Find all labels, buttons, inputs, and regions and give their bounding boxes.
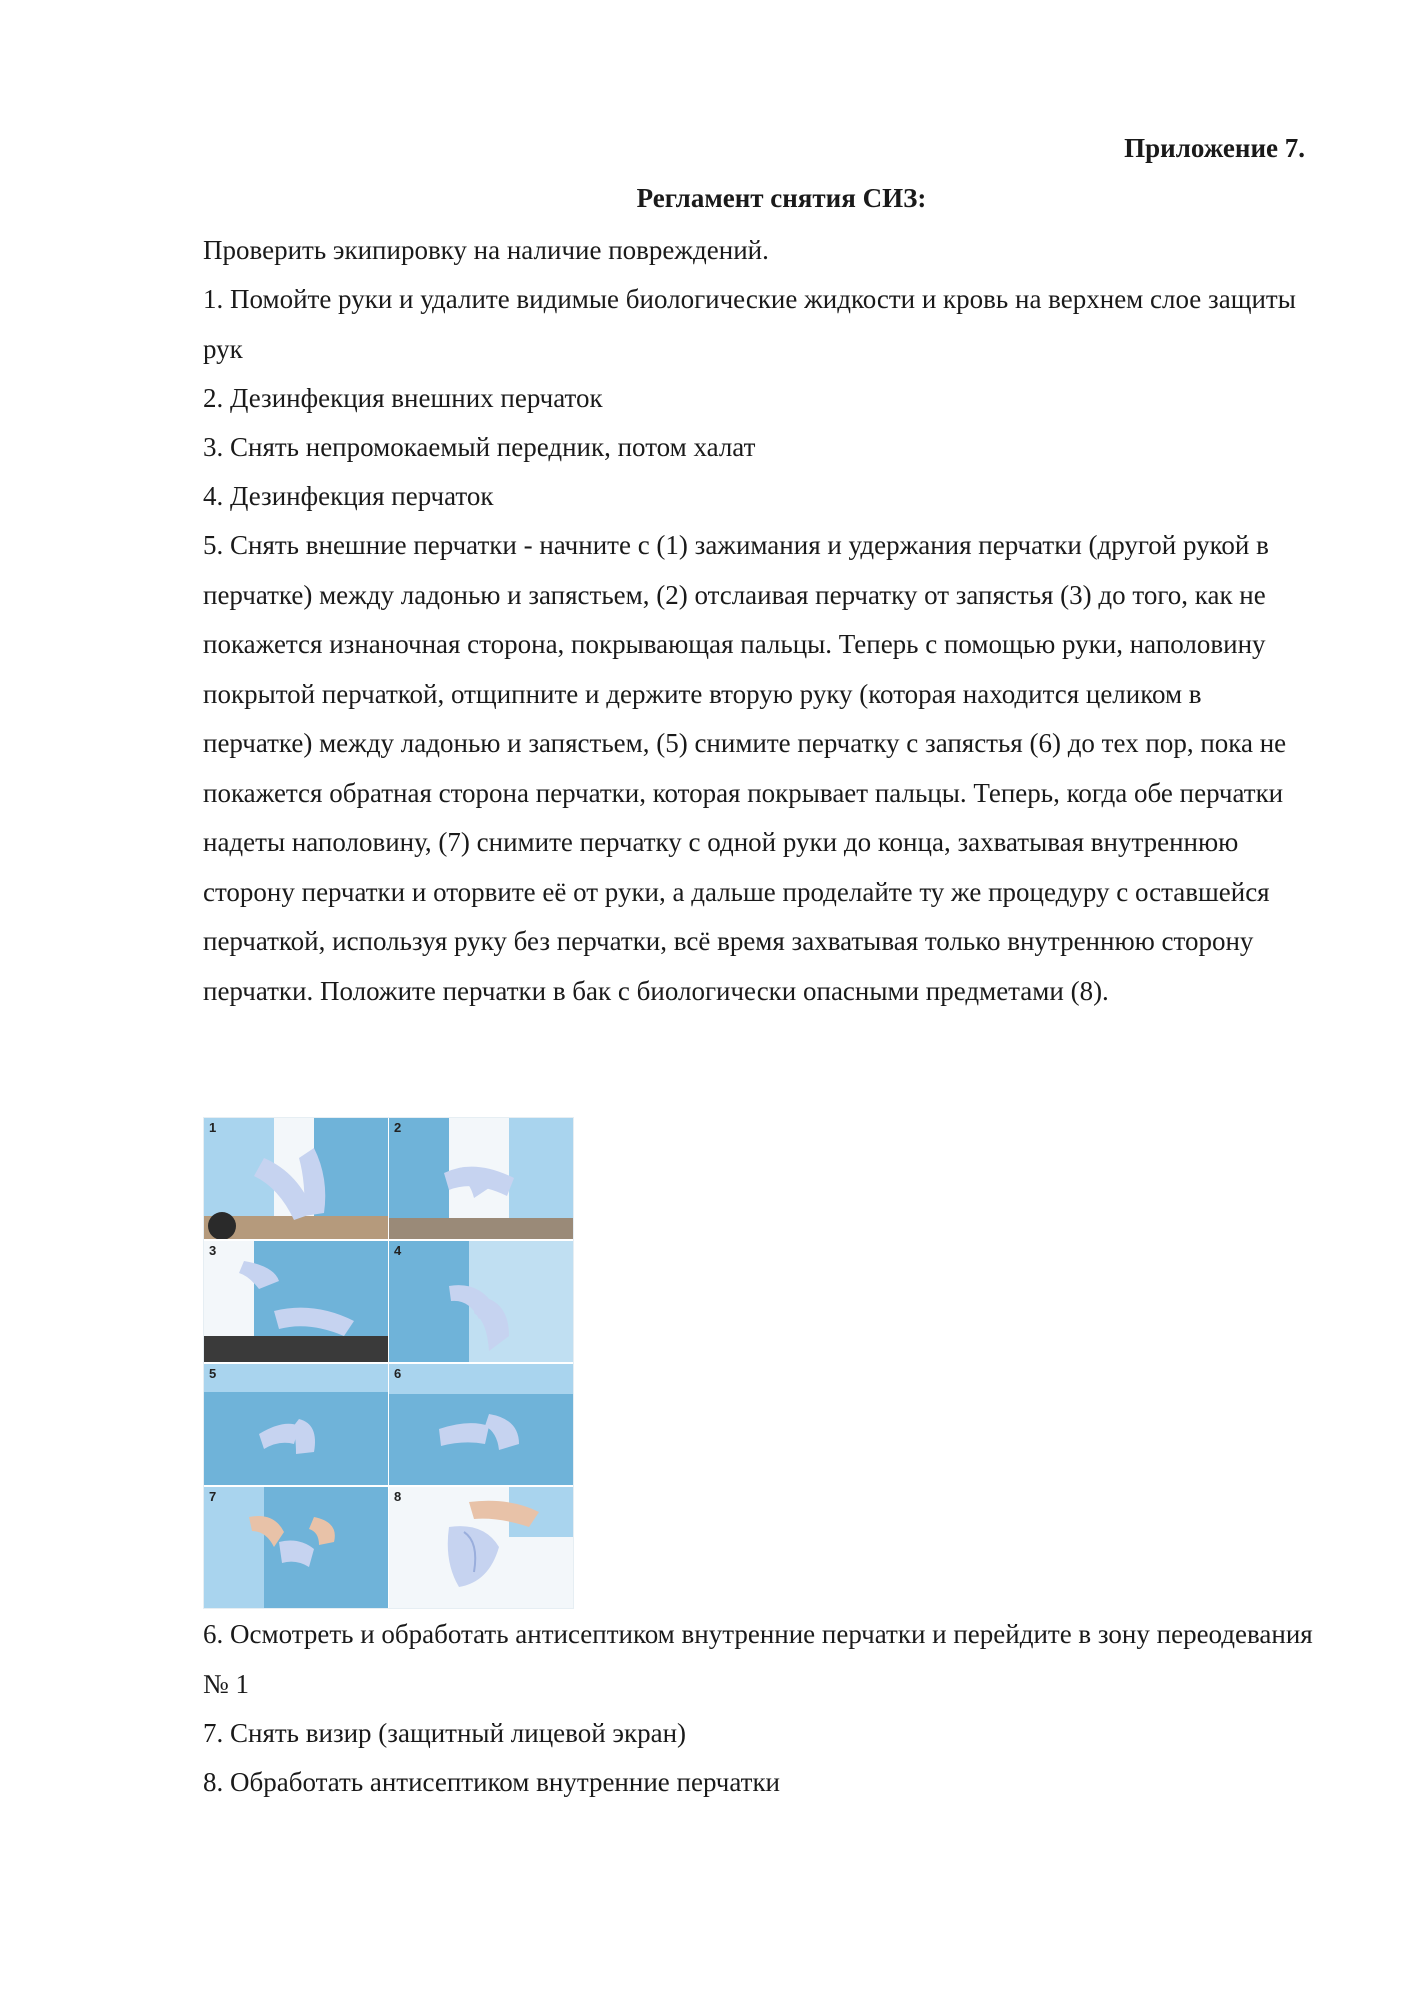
glove-removal-illustration [389,1487,573,1608]
panel-number: 4 [394,1243,402,1258]
figure-panel-5 [204,1364,388,1485]
step-7: 7. Снять визир (защитный лицевой экран) [203,1718,687,1748]
glove-removal-illustration [204,1118,388,1239]
figure-panel-7 [204,1487,388,1608]
step-2: 2. Дезинфекция внешних перчаток [203,383,603,413]
panel-number: 1 [209,1120,217,1135]
figure-panel-4 [389,1241,573,1362]
step-5: 5. Снять внешние перчатки - начните с (1) зажимания и удержания перчатки (другой рукой в перчатке) между ладонью и запястьем, (2) отслаивая перчатку от запястья (3) до того, как не покажется изнаночная сторона, покрывающая пальцы. Теперь с помощью руки, наполовину покрытой перчаткой, отщипните и держите вторую руку (которая находится целиком в перчатке) между ладонью и запястьем, (5) снимите перчатку с запястья (6) до тех пор, пока не покажется обратная сторона перчатки, которая покрывает пальцы. Теперь, когда обе перчатки надеты наполовину, (7) снимите перчатку с одной руки до конца, захватывая внутреннюю сторону перчатки и оторвите её от руки, а дальше проделайте ту же процедуру с оставшейся перчаткой, используя руку без перчатки, всё время захватывая только внутреннюю сторону перчатки. Положите перчатки в бак с биологически опасными предметами (8). [203,530,1287,1006]
glove-removal-illustration [204,1364,388,1485]
intro-text: Проверить экипировку на наличие повреждений. [203,235,769,265]
panel-number: 8 [394,1489,402,1504]
figure-panel-3 [204,1241,388,1362]
panel-number: 5 [209,1366,217,1381]
document-title: Регламент снятия СИЗ: [636,183,927,213]
glove-removal-illustration [389,1364,573,1485]
figure-panel-2 [389,1118,573,1239]
figure-panel-8 [389,1487,573,1608]
glove-removal-figure [203,1117,574,1609]
glove-removal-illustration [204,1241,388,1362]
panel-number: 6 [394,1366,402,1381]
step-3: 3. Снять непромокаемый передник, потом халат [203,432,756,462]
panel-number: 3 [209,1243,217,1258]
panel-number: 7 [209,1489,217,1504]
figure-panel-6 [389,1364,573,1485]
glove-removal-illustration [204,1487,388,1608]
glove-removal-illustration [389,1241,573,1362]
glove-removal-illustration [389,1118,573,1239]
figure-panel-1 [204,1118,388,1239]
appendix-label: Приложение 7. [1124,133,1305,163]
panel-number: 2 [394,1120,402,1135]
step-8: 8. Обработать антисептиком внутренние перчатки [203,1767,781,1797]
step-6: 6. Осмотреть и обработать антисептиком внутренние перчатки и перейдите в зону переодевания № 1 [203,1619,1313,1699]
step-4: 4. Дезинфекция перчаток [203,481,494,511]
step-1: 1. Помойте руки и удалите видимые биологические жидкости и кровь на верхнем слое защиты рук [203,284,1296,364]
